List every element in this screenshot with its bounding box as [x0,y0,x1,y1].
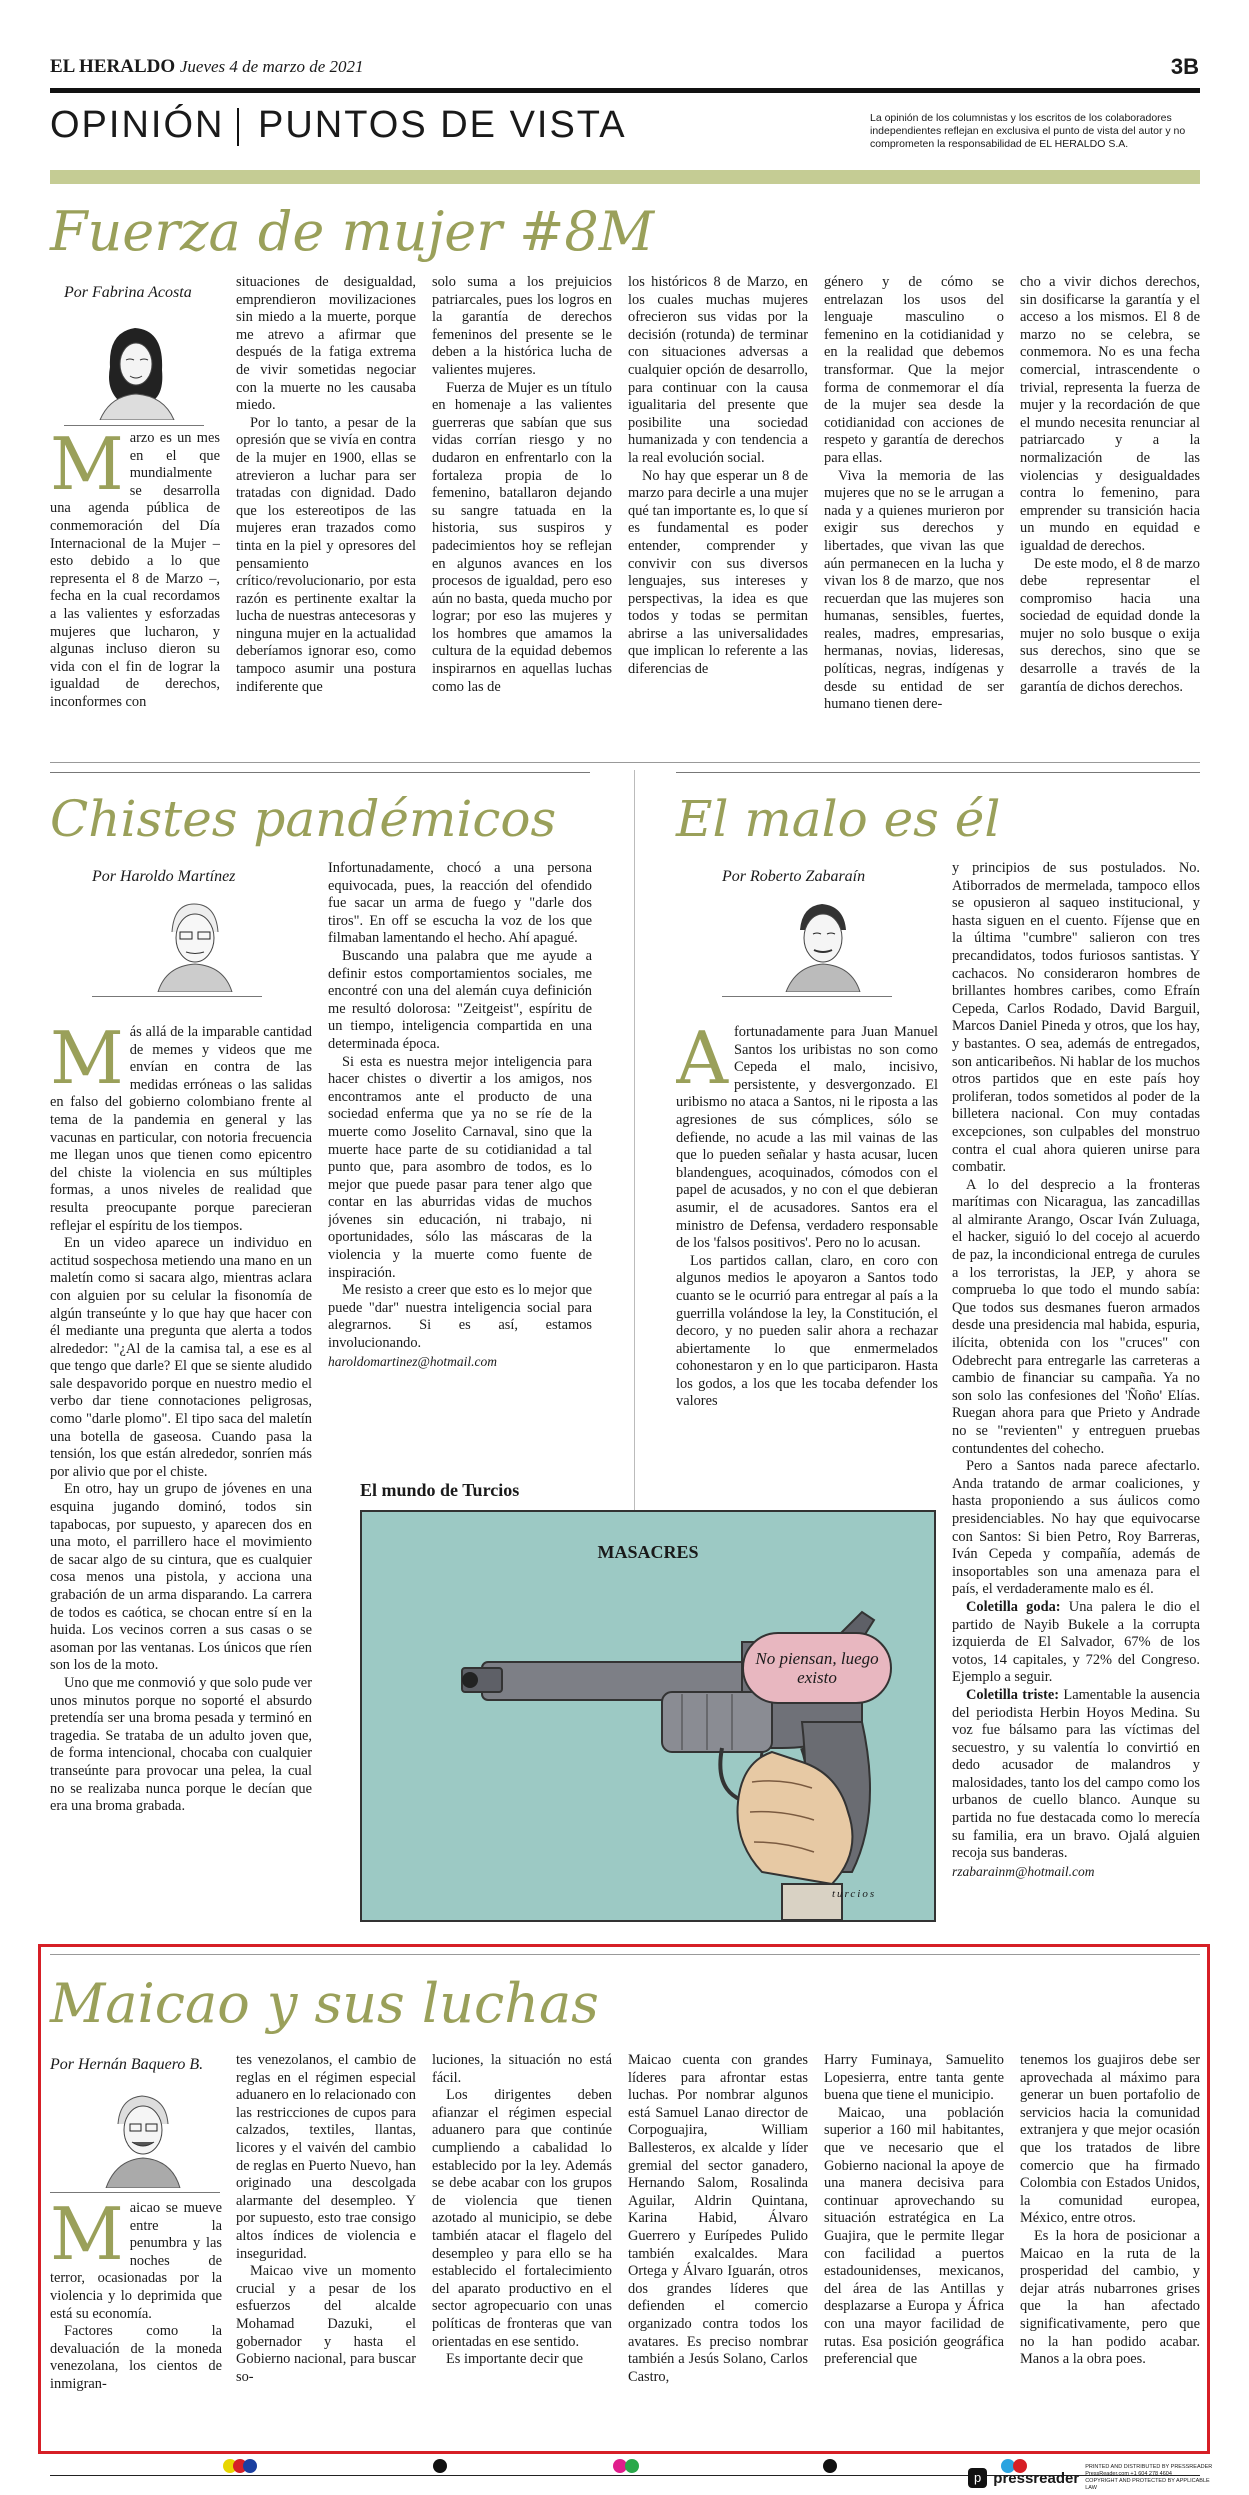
article-paragraph: Si esta es nuestra mejor inteligencia para hacer chistes o divertir a los amigos, nos encontramos ante el producto de una sociedad enferma que ya no se ríe de la muerte como Joselito Carnaval, sino que la muerte hace parte de su cotidianidad a tal punto que, para asombro de todos, es lo mejor que puede pasar para tener algo que contar en las aburridas vidas de muchos jóvenes sin educación, ni trabajo, ni oportunidades, sólo las máscaras de la violencia y la muerte como fuente de inspiración. [328,1053,592,1281]
article-headline: Fuerza de mujer #8M [50,200,655,263]
article-paragraph: y principios de sus postulados. No. Atiborrados de mermelada, tampoco ellos se opusieron al saqueo institucional, y hasta siguen en el cuento. Fíjense que en la última "cumbre" salieron con tres precandidatos, todos furiosos santistas. Y cachacos. No consideraron hombres de brillantes hombres caribes, como Efraín Cepeda, Carlos Rodado, David Barguil, Marcos Daniel Pineda y otros, que los hay, y bastantes. O sea, además de entregados, son anticaribeños. Ni hablar de los muchos otros partidos que en este país hoy proliferan, todos sometidos al poder de la billetera nacional. Con muy contadas excepciones, son culpables del monstruo contra el cual ahora quieren unirse para combatir. [952,860,1200,1176]
author-portrait [80,312,190,420]
pressreader-badge[interactable] [968,2464,1218,2492]
author-email[interactable]: rzabarainm@hotmail.com [952,1863,1095,1879]
article-headline: Maicao y sus luchas [50,1972,599,2035]
article-paragraph: En otro, hay un grupo de jóvenes en una esquina jugando dominó, todos sin tapabocas, por supuesto, y aparecen dos en una moto, el parrillero hace el movimiento de sacar algo de su cintura, que es cualquier cosa menos una pistola, y acciona una grabación de un arma disparando. La carrera de todos es caótica, se chocan entre sí en la huida. Los vecinos corren a sus casas o se asoman por las ventanas. Los únicos que ríen son los de la moto. [50,1481,312,1674]
article-paragraph: fortunadamente para Juan Manuel Santos los uribistas no son como Cepeda el malo, incisivo, persistente, y desvergonzado. El uribismo no ataca a Santos, ni le riposta a las agresiones de sus cómplices, sólo se defiende, no acude a las mil vainas de las que lo pueden señalar y hasta acusar, lucen blandengues, acoquinados, cómodos con el papel de acusados, y no con el que debieran asumir, el de acusadores. Santos era el ministro de Defensa, verdadero responsable de los 'falsos positivos'. Pero no lo acusan. [676,1024,938,1252]
article-headline: Chistes pandémicos [50,790,557,848]
editorial-disclaimer: La opinión de los columnistas y los escritos de los colaboradores independientes reflejan en exclusiva el punto de vista del autor y no comprometen la responsabilidad de EL HERALDO S.A. [870,112,1186,150]
article-paragraph: Maicao, una población superior a 160 mil habitantes, que ve necesario que el Gobierno nacional la apoye de una manera decisiva para continuar aprovechando su situación estratégica en La Guajira, que le permite llegar con facilidad a puertos estadounidenses, mexicanos, del área de las Antillas y desplazarse a Europa y África con una mayor facilidad de rutas. Esa posición geográfica preferencial que [824,2104,1004,2368]
article-byline: Por Roberto Zabaraín [722,868,866,885]
article-column [824,2052,1004,2450]
article-column [236,274,416,744]
article-paragraph: Pero a Santos nada parece afectarlo. Anda tratando de armar coaliciones, y hasta proponiendo a sus áulicos como presidenciables. No hay que equivocarse con Santos: Si bien Petro, Roy Barreras, Iván Cepeda y compañía, además de insoportables son una amenaza para el país, el verdaderamente malo es él. [952,1458,1200,1598]
speech-bubble: No piensan, luego existo [742,1632,892,1704]
headline-rule [676,772,1200,773]
cartoon-panel [360,1510,936,1922]
article-paragraph: luciones, la situación no está fácil. [432,2052,612,2086]
section-rule [50,762,1200,763]
page-number: 3B [1170,54,1199,79]
section-rule [50,1954,1200,1955]
article-paragraph: Me resisto a creer que esto es lo mejor que puede "dar" nuestra inteligencia social para alegrarnos. Si es así, estamos involucionando. [328,1282,592,1352]
article-paragraph: aicao se mueve entre la penumbra y las noches de terror, ocasionadas por la violencia y lo deprimida que está su economía. [50,2200,222,2322]
article-paragraph: género y de cómo se entrelazan los usos del lenguaje masculino o femenino en la cotidianidad y en la realidad que debemos transformar. Que la mejor forma de conmemorar el día de la mujer sea desde la cotidianidad con acciones de respeto y garantía de derechos para ellas. [824,274,1004,466]
drop-cap: M [50,1024,124,1100]
author-portrait [772,892,872,992]
drop-cap: A [676,1024,728,1100]
drop-cap: M [50,2200,124,2276]
article-paragraph: Viva la memoria de las mujeres que no se le arrugan a nada y a quienes murieron por exigir sus derechos y libertades, que vivan las que aún permanecen en la lucha y vivan los 8 de marzo, que nos recuerdan que las mujeres son humanas, sensibles, fuertes, reales, madres, empresarias, hermanas, novias, lideresas, políticas, negras, indígenas y desde su entidad de ser humano tienen dere- [824,467,1004,713]
article-paragraph: situaciones de desigualdad, emprendieron movilizaciones sin miedo a la muerte, porque me atrevo a afirmar que después de la fatiga extrema de vivir sometidas negociar con la muerte no les causaba miedo. [236,274,416,414]
article-column [328,860,592,1460]
headline-rule [50,772,590,773]
article-paragraph: Factores como la devaluación de la moneda venezolana, los cientos de inmigran- [50,2323,222,2392]
pressreader-brand: pressreader [993,2469,1080,2487]
article-paragraph: En un video aparece un individuo en actitud sospechosa metiendo una mano en un maletín como si sacara algo, mientras aclara con alguien por su celular la fisonomía de algún transeúnte y lo que hay que hacer con él mediante una pregunta que alerta a todos alrededor: "¿Al de la camisa tal, a ese es al que tengo que darle? El que se siente aludido sale despavorido porque en nuestro medio el verbo dar tiene connotaciones peligrosas, como "darle plomo". El tipo saca del maletín una botella de gaseosa. Cuando pasa la tensión, los que están alrededor, sonríen más por alivio que por el chiste. [50,1235,312,1480]
subsection-title: PUNTOS DE VISTA [258,104,627,146]
section-title: OPINIÓN [50,104,225,146]
article-paragraph: Fuerza de Mujer es un título en homenaje a las valientes guerreras que sabían que sus vidas corrían riesgo y no dudaron en enfrentarlo con la fortaleza propia de lo femenino, batallaron dejando su sangre tatuada en la historia, sus suspiros y padecimientos hoy se reflejan en algunos avances en los procesos de igualdad, pero eso aún no basta, queda mucho por lograr; por eso las mujeres y los hombres que amamos la cultura de la equidad debemos inspirarnos en aquellas luchas como las de [432,379,612,695]
byline-rule [50,2192,220,2193]
article-paragraph: Es importante decir que [446,2351,584,2368]
registration-marks [200,2458,1060,2474]
article-byline: Por Fabrina Acosta [64,284,192,301]
masthead [50,56,364,78]
pressreader-info [1085,2464,1218,2492]
pressreader-printed: PRINTED AND DISTRIBUTED BY PRESSREADER [1085,2464,1213,2470]
byline-rule [92,996,262,997]
cartoonist-signature: turcios [832,1888,877,1900]
byline-rule [722,996,892,997]
article-paragraph: No hay que esperar un 8 de marzo para decirle a una mujer qué tan importante es, lo que sí es fundamental es poder entender, comprender y convivir con sus diversos lenguajes, sus intereses y perspectivas, la idea es que todos y todas se permitan abrirse a las universalidades que implican lo referente a las diferencias de [628,467,808,678]
author-portrait [140,892,246,992]
revolver-illustration [362,1512,934,1920]
section-color-bar [50,170,1200,184]
article-column [432,2052,612,2450]
article-paragraph: tenemos los guajiros debe ser aprovechada al máximo para generar un buen portafolio de servicios hacia la comunidad extranjera y que mejor ocasión que los tratados de libre comercio que ha firmado Colombia con Estados Unidos, la comunidad europea, México, entre otros. [1020,2052,1200,2227]
header-rule [50,88,1200,93]
author-portrait [92,2082,192,2188]
drop-cap: M [50,430,124,506]
article-column [236,2052,416,2450]
article-column [628,2052,808,2450]
coletilla-text: Una palera le dio el partido de Nayib Bukele a la corrupta izquierda de El Salvador, 67% de los votos, 14 capitales, y 72% del Congreso. Ejemplo a seguir. [952,1598,1200,1686]
article-paragraph: Harry Fuminaya, Samuelito Lopesierra, entre tanta gente buena que tiene el municipio. [824,2052,1004,2104]
pressreader-phone: PressReader.com +1 604 278 4604 [1085,2471,1172,2477]
article-paragraph: los históricos 8 de Marzo, en los cuales muchas mujeres ofrecieron sus vidas por la decisión (rotunda) de terminar con situaciones adversas a cualquier opción de desarrollo, para continuar con la causa igualitaria del presente que posibilite una sociedad humanizada y con tendencia a la real evolución social. [628,274,808,466]
article-paragraph: Es la hora de posicionar a Maicao en la ruta de la prosperidad del cambio, y dejar atrás nubarrones grises que la han afectado significativamente, pero que no la han podido acabar. Manos a la obra poes. [1020,2227,1200,2368]
article-column [952,860,1200,1922]
article-column [50,1024,312,1924]
article-column [1020,274,1200,744]
article-paragraph: Los partidos callan, claro, en coro con algunos medios le apoyaron a Santos todo cuanto se le ocurrió para entregar al país a la guerrilla volándose la ley, la Constitución, el decoro, y no pueden salir ahora a rechazar abiertamente lo que enmermelados cohonestaron y en lo que participaron. Hasta los godos, a los que les tocaba defender los valores [676,1252,938,1410]
article-paragraph: De este modo, el 8 de marzo debe representar el compromiso hacia una sociedad de equidad donde la mujer no solo busque o exija sus derechos, sino que se desarrolle a través de la garantía de dichos derechos. [1020,555,1200,695]
article-column [1020,2052,1200,2450]
article-byline: Por Hernán Baquero B. [50,2056,204,2073]
coletilla-label: Coletilla goda: [966,1598,1061,1615]
pressreader-icon: p [968,2468,987,2488]
issue-date: Jueves 4 de marzo de 2021 [179,57,364,76]
pressreader-copyright: COPYRIGHT AND PROTECTED BY APPLICABLE LAW [1085,2478,1210,2491]
article-column [676,1024,938,1464]
article-paragraph: tes venezolanos, el cambio de reglas en el régimen especial aduanero en lo relacionado con las restricciones de cupos para calzados, textiles, llantas, licores y el vaivén del cambio de reglas en Puerto Nuevo, han originado una descolgada alarmante del desempleo. Y por supuesto, esto trae consigo altos índices de violencia e inseguridad. [236,2052,416,2262]
article-column [432,274,612,744]
article-paragraph: cho a vivir dichos derechos, sin dosificarse la garantía y el acceso a los mismos. El 8 de marzo no se celebra, se conmemora. No es una fecha comercial, intrascendente o trivial, representa la fuerza de mujer y la recordación de que el mundo necesita renunciar al patriarcado y a la normalización de las violencias y desigualdades contra lo femenino, para emprender su transición hacia un mundo en equidad e igualdad de derechos. [1020,274,1200,554]
article-paragraph: Uno que me conmovió y que solo pude ver unos minutos porque no soporté el absurdo pretendía ser una broma pesada y terminó en tragedia. Se trataba de un adulto joven que, de forma intencional, chocaba con cualquier transeúnte para provocar una pelea, la cual no se realizaba nunca porque le decían que era una broma grabada. [50,1674,312,1815]
article-paragraph: arzo es un mes en el que mundialmente se desarrolla una agenda pública de conmemoración del Día Internacional de la Mujer – esto debido a lo que representa el 8 de Marzo –, fecha en la cual recordamos a las valientes y esforzadas mujeres que lucharon, y algunas incluso dieron su vida con el fin de lograr la igualdad de derechos, inconformes con [50,430,220,710]
article-column [628,274,808,744]
cartoon-caption: MASACRES [597,1542,699,1562]
article-paragraph: A lo del desprecio a la fronteras marítimas con Nicaragua, las zancadillas al almirante Arango, Oscar Iván Zuluaga, el hacker, siguió lo del cocejo al acuerdo de paz, la incondicional entrega de curules a los terroristas, la JEP, y ahora se comprueba lo que todo el mundo sabía: Que todos sus desmanes fueron armados desde una presidencia mal habida, espuria, ilícita, obtenida con los "cruces" con Odebrecht para entregarle las carreteras a cambio de financiar su campaña. Ya no son solo las confesiones del 'Ñoño' Elías. Ruegan ahora para que Prieto y Andrade no se "revienten" y entreguen pruebas contundentes del cohecho. [952,1176,1200,1457]
article-paragraph: solo suma a los prejuicios patriarcales, pues los logros en la garantía de derechos femeninos del presente se le deben a la histórica lucha de valientes mujeres. [432,274,612,378]
article-paragraph: Maicao vive un momento crucial y a pesar de los esfuerzos del alcalde Mohamad Dazuki, el gobernador y hasta el Gobierno nacional, para buscar so- [236,2263,416,2385]
coletilla-goda [952,1599,1200,1687]
section-divider [237,108,239,146]
coletilla-label: Coletilla triste: [966,1686,1060,1703]
article-byline: Por Haroldo Martínez [92,868,236,885]
coletilla-triste [952,1687,1200,1863]
article-paragraph: Por lo tanto, a pesar de la opresión que se vivía en contra de la mujer en 1900, ellas se atrevieron a luchar para ser tratadas con dignidad. Dado que los estereotipos de las mujeres eran trazados como tinta en la piel y opresores del pensamiento crítico/revolucionario, por esta razón es pertinente exaltar la lucha de nuestras antecesoras y ninguna mujer en la actualidad deberíamos ignorar eso, como tampoco asumir una postura indiferente que [236,414,416,695]
article-paragraph: Buscando una palabra que me ayude a definir estos comportamientos sociales, me encontré con una del alemán cuya definición me resultó dolorosa: "Zeitgeist", espíritu de un tiempo, inteligencia compartida en una determinada época. [328,947,592,1052]
author-email[interactable]: haroldomartinez@hotmail.com [328,1353,498,1369]
article-paragraph: Los dirigentes deben afianzar el régimen especial aduanero para que continúe cumpliendo a cabalidad lo establecido por la ley. Además se debe acabar con los grupos de violencia que tienen azotado al municipio, se debe también atacar el flagelo del desempleo y para ello se ha establecido el fortalecimiento del aparato productivo en el sector agropecuario con unas políticas de fronteras que van orientadas en ese sentido. [432,2087,612,2350]
byline-rule [64,425,204,426]
article-paragraph: Infortunadamente, chocó a una persona equivocada, pues, la reacción del ofendido fue sacar un arma de fuego y "darle dos tiros". En off se escucha la voz de los que filmaban lamentando el hecho. Ahí apagué. [328,860,592,947]
article-column [824,274,1004,744]
article-headline: El malo es él [676,790,1001,848]
paper-name: EL HERALDO [50,56,176,77]
cartoon-title: El mundo de Turcios [360,1480,520,1500]
article-column [50,430,220,740]
article-column [50,2200,222,2450]
article-paragraph: Maicao cuenta con grandes líderes para afrontar estas luchas. Por nombrar algunos está Samuel Lanao director de Corpoguajira, William Ballesteros, ex alcalde y líder gremial del sector ganadero, Hernando Salom, Rosalinda Aguilar, Aldrin Quintana, Karina Habid, Álvaro Guerrero y Eurípedes Pulido también exalcaldes. Mara Ortega y Álvaro Iguarán, otros dos grandes líderes que defienden el comercio organizado contra todos los avatares. Es preciso nombrar también a Jesús Solano, Carlos Castro, [628,2052,808,2385]
article-paragraph: ás allá de la imparable cantidad de memes y videos que me envían en contra de las medidas erróneas o las salidas en falso del gobierno colombiano frente al tema de la pandemia en general y las vacunas en particular, con notoria frecuencia me llegan unos que tienen como epicentro del chiste la violencia en sus múltiples formas, a unos niveles de realidad que resulta preocupante porque parecieran reflejar el espíritu de los tiempos. [50,1024,312,1234]
coletilla-text: Lamentable la ausencia del periodista Herbin Hoyos Medina. Su voz fue bálsamo para las víctimas del secuestro, y su valentía lo convirtió en dedo acusador de malandros y malosidades, tanto los del campo como los urbanos de cuello blanco. Aunque su partida no fue destacada como lo merecía su familia, era un bravo. Ojalá alguien recoja sus banderas. [952,1686,1200,1862]
